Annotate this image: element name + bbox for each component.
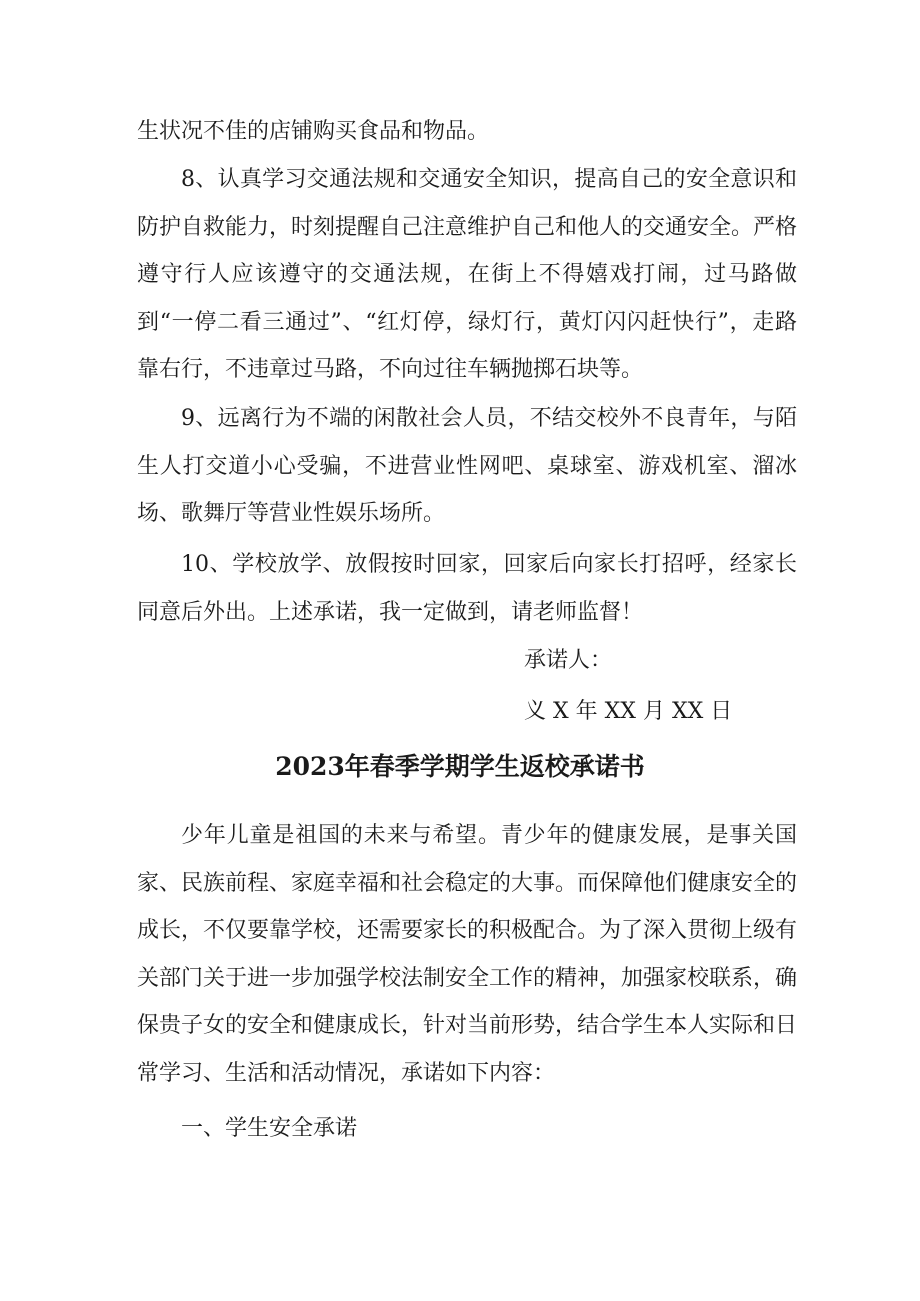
continuation-paragraph: 生状况不佳的店铺购买食品和物品。 — [137, 119, 490, 144]
item-10-paragraph: 10、学校放学、放假按时回家，回家后向家长打招呼，经家长同意后外出。上述承诺，我一定做到，请老师监督！ — [137, 552, 797, 625]
item-8-paragraph: 8、认真学习交通法规和交通安全知识，提高自己的安全意识和防护自救能力，时刻提醒自己注意维护自己和他人的交通安全。严格遵守行人应该遵守的交通法规，在街上不得嬉戏打闹，过马路做到“一停二看三通过”、“红灯停，绿灯行，黄灯闪闪赶快行”，走路靠右行，不违章过马路，不向过往车辆抛掷石块等。 — [137, 167, 798, 382]
section-heading: 一、学生安全承诺 — [181, 1116, 358, 1141]
signature-date: 义 X 年 XX 月 XX 日 — [524, 699, 733, 724]
intro-paragraph: 少年儿童是祖国的未来与希望。青少年的健康发展，是事关国家、民族前程、家庭幸福和社会稳定的大事。而保障他们健康安全的成长，不仅要靠学校，还需要家长的积极配合。为了深入贯彻上级有关部门关于进一步加强学校法制安全工作的精神，加强家校联系，确保贵子女的安全和健康成长，针对当前形势，结合学生本人实际和日常学习、生活和活动情况，承诺如下内容： — [137, 823, 798, 1086]
document-title: 2023年春季学期学生返校承诺书 — [275, 752, 645, 781]
item-9-paragraph: 9、远离行为不端的闲散社会人员，不结交校外不良青年，与陌生人打交道小心受骗，不进营业性网吧、桌球室、游戏机室、溜冰场、歌舞厅等营业性娱乐场所。 — [137, 406, 797, 526]
signature-label: 承诺人： — [524, 648, 613, 673]
